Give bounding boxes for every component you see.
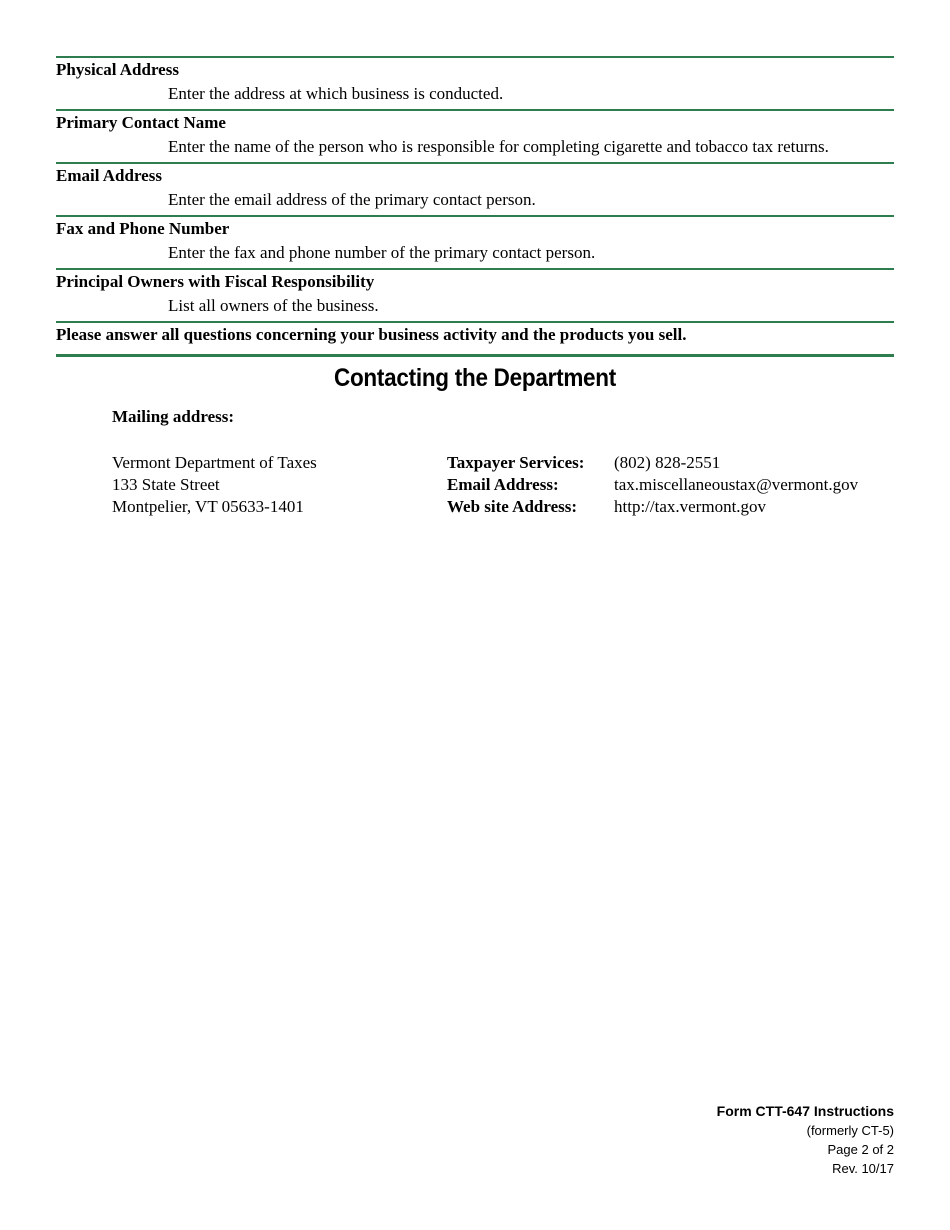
contact-info [56,452,894,522]
page-number: Page 2 of 2 [827,1142,894,1157]
section-fax-phone [56,215,894,268]
taxpayer-services-phone: (802) 828-2551 [614,453,721,472]
email-address-label: Email Address: [447,475,559,494]
formerly-form: (formerly CT-5) [806,1123,894,1138]
section-description: Enter the address at which business is conducted. [168,84,504,103]
form-footer [717,1102,894,1178]
section-principal-owners [56,268,894,321]
section-heading: Primary Contact Name [56,113,226,132]
section-physical-address [56,56,894,109]
section-description: Enter the fax and phone number of the primary contact person. [168,243,596,262]
address-line: 133 State Street [112,475,220,494]
section-description: Enter the name of the person who is responsible for completing cigarette and tobacco tax returns. [168,137,829,156]
website-address-label: Web site Address: [447,497,578,516]
website-link[interactable]: http://tax.vermont.gov [614,497,767,516]
taxpayer-services-label: Taxpayer Services: [447,453,585,472]
section-description: Enter the email address of the primary contact person. [168,190,536,209]
section-primary-contact-name [56,109,894,162]
section-heading: Email Address [56,166,162,185]
section-heading: Fax and Phone Number [56,219,230,238]
contact-title: Contacting the Department [333,364,617,392]
contact-email-link[interactable]: tax.miscellaneoustax@vermont.gov [614,475,859,494]
contact-values [614,452,858,518]
section-email-address [56,162,894,215]
instructions-content [56,56,894,522]
revision-date: Rev. 10/17 [832,1161,894,1176]
form-name: Form CTT-647 Instructions [716,1103,894,1119]
address-line: Montpelier, VT 05633-1401 [112,497,304,516]
contact-labels [447,452,584,518]
section-heading: Physical Address [56,60,179,79]
address-line: Vermont Department of Taxes [112,453,317,472]
mailing-address [112,452,317,518]
business-activity-notice: Please answer all questions concerning your business activity and the products you sell. [56,321,894,357]
section-heading: Principal Owners with Fiscal Responsibility [56,272,375,291]
mailing-address-label: Mailing address: [112,407,235,426]
section-description: List all owners of the business. [168,296,379,315]
